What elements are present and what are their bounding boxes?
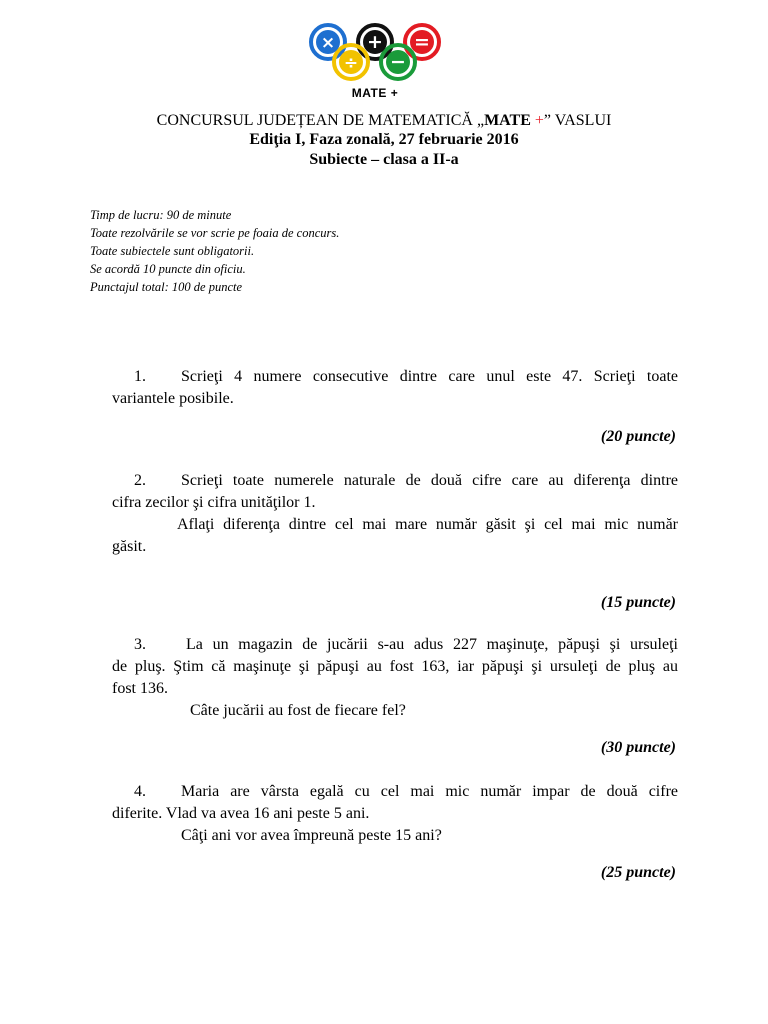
- problem-3-points: (30 puncte): [600, 739, 676, 756]
- instruction-line: Toate rezolvările se vor scrie pe foaia de concurs.: [90, 226, 340, 240]
- problem-3: [112, 634, 678, 722]
- problem-line: diferite. Vlad va avea 16 ani peste 5 ani.: [112, 805, 370, 822]
- problem-4: [112, 781, 678, 847]
- contest-logo: [300, 20, 450, 108]
- logo-symbol-divide: ÷: [343, 53, 359, 73]
- problem-4-points: (25 puncte): [600, 864, 676, 881]
- olympic-rings-icon: [300, 20, 450, 90]
- problem-1: [112, 366, 678, 410]
- instructions-block: [90, 206, 339, 296]
- problem-number: 3.: [134, 636, 146, 653]
- title-mate: MATE: [484, 112, 531, 129]
- problem-line: [112, 470, 678, 492]
- logo-symbol-equals: =: [414, 31, 430, 53]
- instruction-line: Punctajul total: 100 de puncte: [90, 280, 243, 294]
- problem-line: Aflaţi diferenţa dintre cel mai mare număr găsit şi cel mai mic număr: [177, 516, 678, 533]
- title-part-1: CONCURSUL JUDEȚEAN DE MATEMATICĂ „: [156, 112, 485, 129]
- problem-text: La un magazin de jucării s-au adus 227 maşinuţe, păpuşi şi ursuleţi: [186, 636, 678, 653]
- instruction-line: Timp de lucru: 90 de minute: [90, 208, 232, 222]
- logo-symbol-minus: −: [390, 51, 406, 73]
- logo-symbol-plus: +: [367, 31, 383, 53]
- edition-line: Ediţia I, Faza zonală, 27 februarie 2016: [249, 131, 519, 148]
- problem-number: 1.: [134, 368, 146, 385]
- problem-line: găsit.: [112, 538, 147, 555]
- logo-symbol-multiply: ×: [320, 33, 336, 53]
- problem-line: cifra zecilor şi cifra unităţilor 1.: [112, 494, 316, 511]
- problem-1-points: (20 puncte): [600, 428, 676, 445]
- instruction-line: Toate subiectele sunt obligatorii.: [90, 244, 255, 258]
- title-plus: +: [534, 112, 544, 129]
- title-part-2: ” VASLUI: [543, 112, 612, 129]
- problem-line: variantele posibile.: [112, 390, 234, 407]
- problem-text: Scrieţi toate numerele naturale de două cifre care au diferenţa dintre: [181, 472, 678, 489]
- problem-line: [112, 634, 678, 656]
- problem-line: de pluş. Ştim că maşinuţe şi păpuşi au fost 163, iar păpuşi şi ursuleţi de pluş au: [112, 658, 678, 675]
- problem-2: [112, 470, 678, 558]
- problem-line: fost 136.: [112, 680, 168, 697]
- contest-title: [0, 112, 768, 130]
- problem-line: Câţi ani vor avea împreună peste 15 ani?: [181, 827, 442, 844]
- problem-number: 2.: [134, 472, 146, 489]
- problem-line: [112, 366, 678, 388]
- problem-line: Câte jucării au fost de fiecare fel?: [190, 702, 406, 719]
- instruction-line: Se acordă 10 puncte din oficiu.: [90, 262, 246, 276]
- problem-text: Maria are vârsta egală cu cel mai mic număr impar de două cifre: [181, 783, 678, 800]
- problem-2-points: (15 puncte): [600, 594, 676, 611]
- problem-line: [112, 781, 678, 803]
- problem-number: 4.: [134, 783, 146, 800]
- logo-caption: MATE +: [351, 86, 399, 100]
- problem-text: Scrieţi 4 numere consecutive dintre care unul este 47. Scrieţi toate: [181, 368, 678, 385]
- grade-line: Subiecte – clasa a II-a: [309, 151, 459, 168]
